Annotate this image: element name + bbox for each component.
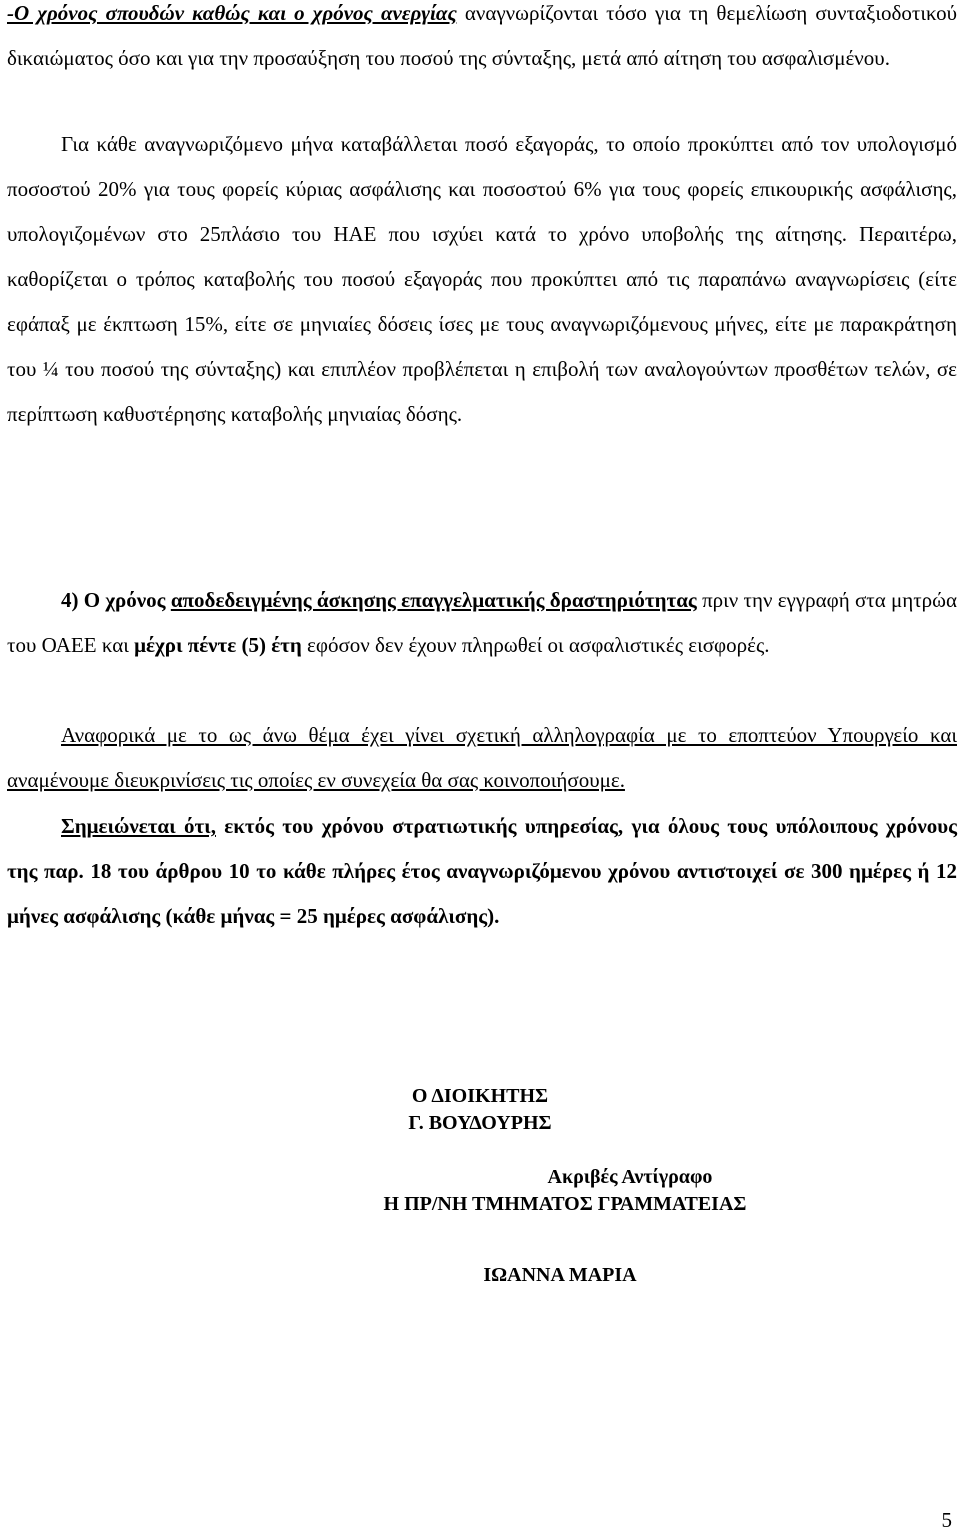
paragraph-lead: Σημειώνεται ότι, <box>61 814 216 838</box>
certified-copy-label: Ακριβές Αντίγραφο <box>547 1166 713 1188</box>
page-number: 5 <box>941 1508 952 1532</box>
paragraph-note <box>7 804 957 939</box>
signatory-name: Γ. ΒΟΥΔΟΥΡΗΣ <box>408 1112 552 1134</box>
paragraph-text: πριν την εγγραφή στα μητρώα του ΟΑΕΕ και <box>7 588 957 657</box>
signatory-title: Ο ΔΙΟΙΚΗΤΗΣ <box>411 1085 549 1107</box>
paragraph-emphasis: μέχρι πέντε (5) έτη <box>134 633 302 657</box>
paragraph-emphasis: αποδεδειγμένης άσκησης επαγγελματικής δραστηριότητας <box>170 588 697 612</box>
paragraph-study-unemployment <box>7 0 957 81</box>
paragraph-text: εκτός του χρόνου στρατιωτικής υπηρεσίας, για όλους τους υπόλοιπους χρόνους της παρ. 18 του άρθρου 10 το κάθε πλήρες έτος αναγνωριζόμενου χρόνου αντιστοιχεί σε 300 ημέρες ή 12 μήνες ασφάλισης (κάθε μήνας = 25 ημέρες ασφάλισης). <box>7 814 958 928</box>
paragraph-ministry-note: Αναφορικά με το ως άνω θέμα έχει γίνει σχετική αλληλογραφία με το εποπτεύον Υπουργείο και αναμένουμε διευκρινίσεις τις οποίες εν συνεχεία θα σας κοινοποιήσουμε. <box>7 723 957 792</box>
paragraph-buyback: Για κάθε αναγνωριζόμενο μήνα καταβάλλεται ποσό εξαγοράς, το οποίο προκύπτει από τον υπολογισμό ποσοστού 20% για τους φορείς κύριας ασφάλισης και ποσοστού 6% για τους φορείς επικουρικής ασφάλισης, υπολογιζομένων στο 25πλάσιο του ΗΑΕ που ισχύει κατά το χρόνο υποβολής της αίτησης. Περαιτέρω, καθορίζεται ο τρόπος καταβολής του ποσού εξαγοράς που προκύπτει από τις παραπάνω αναγνωρίσεις (είτε εφάπαξ με έκπτωση 15%, είτε σε μηνιαίες δόσεις ίσες με τους αναγνωριζόμενους μήνες, είτε με παρακράτηση του ¼ του ποσού της σύνταξης) και επιπλέον προβλέπεται η επιβολή των αναλογούντων προσθέτων τελών, σε περίπτωση καθυστέρησης καταβολής μηνιαίας δόσης. <box>7 132 957 426</box>
certified-copy-block <box>330 1164 930 1289</box>
certifier-title: Η ΠΡ/ΝΗ ΤΜΗΜΑΤΟΣ ΓΡΑΜΜΑΤΕΙΑΣ <box>383 1193 747 1215</box>
paragraph-lead: -Ο χρόνος σπουδών καθώς και ο χρόνος ανεργίας <box>7 1 457 25</box>
paragraph-lead: 4) Ο χρόνος <box>61 588 171 612</box>
signature-block <box>360 1083 600 1137</box>
paragraph-professional-activity <box>7 578 957 668</box>
certifier-name: ΙΩΑΝΝΑ ΜΑΡΙΑ <box>483 1264 637 1286</box>
paragraph-text: εφόσον δεν έχουν πληρωθεί οι ασφαλιστικές εισφορές. <box>301 633 770 657</box>
paragraph-text: αναγνωρίζονται τόσο για τη θεμελίωση συνταξιοδοτικού δικαιώματος όσο και για την προσαύξηση του ποσού της σύνταξης, μετά από αίτηση του ασφαλισμένου. <box>7 1 957 70</box>
